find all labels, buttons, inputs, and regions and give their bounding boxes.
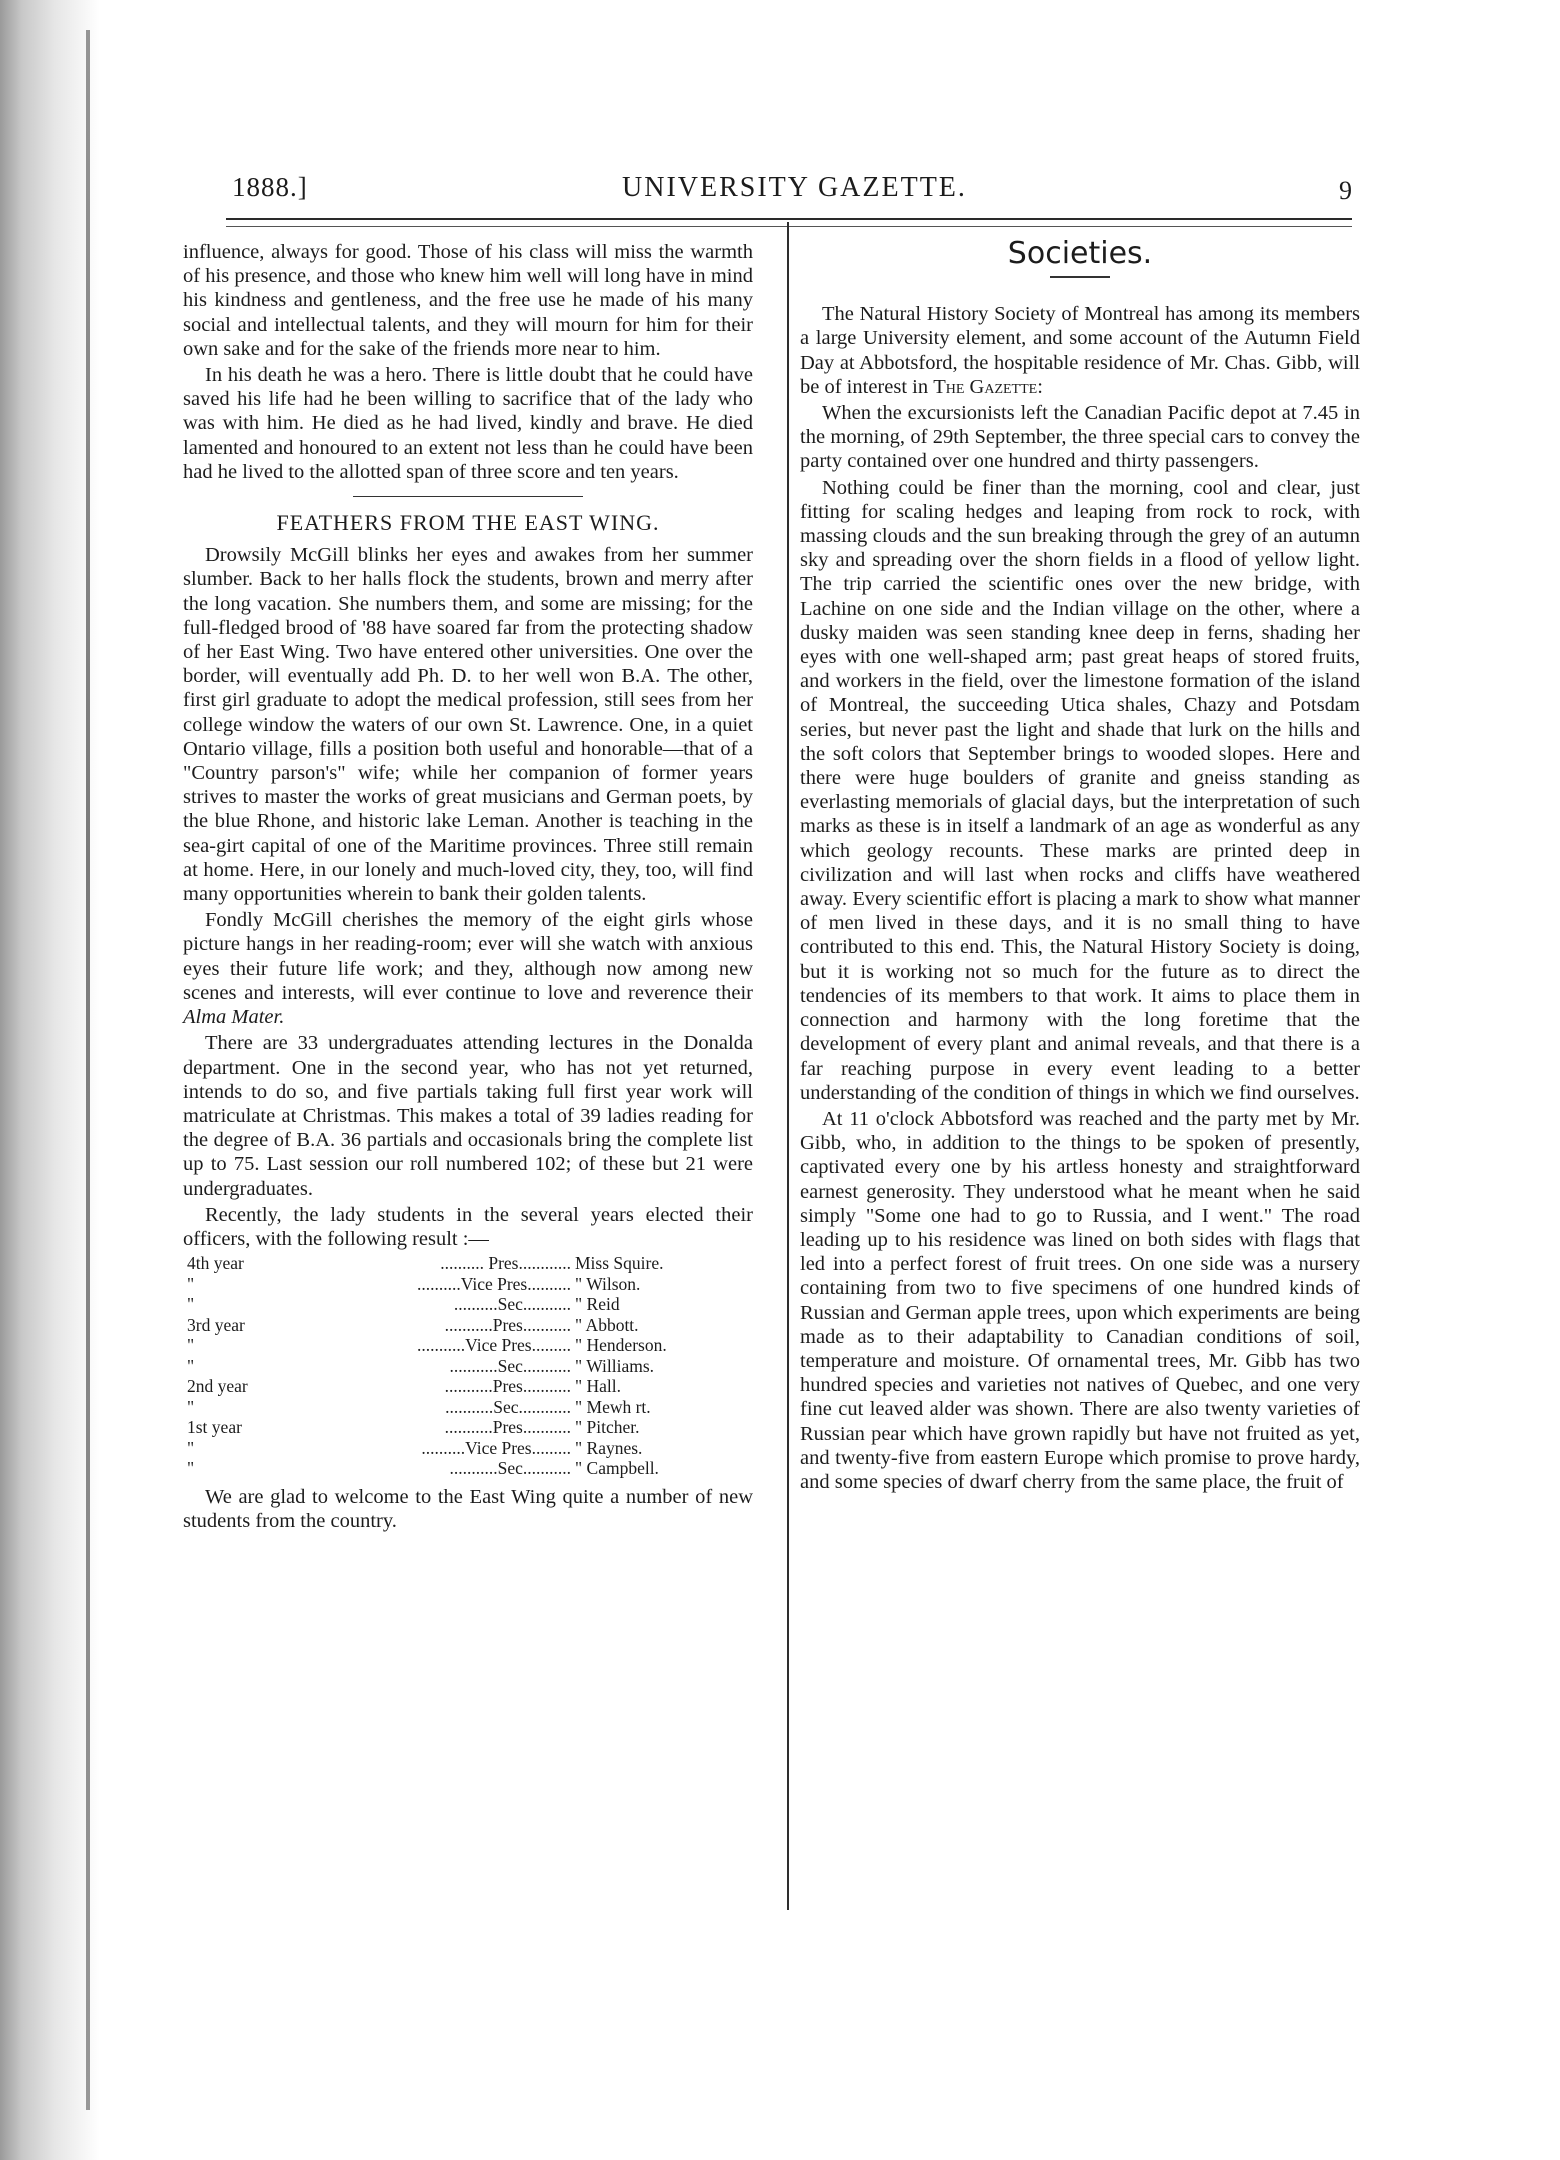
section-heading: FEATHERS FROM THE EAST WING. [276, 510, 660, 536]
officer-office: ..........Vice Pres.......... [417, 1273, 571, 1294]
running-header [230, 172, 1352, 212]
officer-office: ...........Pres........... [444, 1376, 571, 1397]
officer-year: " [187, 1294, 195, 1315]
officer-row [183, 1253, 753, 1274]
book-spine-shadow [0, 0, 100, 2160]
left-column [183, 240, 753, 1533]
paragraph-text: The Natural History Society of Montreal has among its members a large University element, and some account of the Autumn Field Day at Abbotsford, the hospitable residence of Mr. Chas. Gibb, will be of interest in [800, 303, 1360, 398]
officer-row [183, 1458, 753, 1479]
officer-year: " [187, 1335, 195, 1356]
officer-year: " [187, 1437, 195, 1458]
paragraph: We are glad to welcome to the East Wing quite a number of new students from the country. [183, 1485, 753, 1532]
officer-name: " Hall. [575, 1376, 622, 1397]
paragraph: influence, always for good. Those of his class will miss the warmth of his presence, and those who knew him well will long have in mind his kindness and gentleness, and the free use he made of his many social and intellectual talents, and they will mourn for him for their own sake and for the sake of the friends more near to him. [183, 241, 753, 360]
paragraph: When the excursionists left the Canadian Pacific depot at 7.45 in the morning, of 29th September, the three special cars to convey the party contained over one hundred and thirty passengers. [800, 402, 1360, 473]
officer-row [183, 1315, 753, 1336]
officer-year: " [187, 1458, 195, 1479]
officer-office: .......... Pres............ [440, 1253, 571, 1274]
officer-year: 3rd year [187, 1314, 245, 1335]
paragraph: Recently, the lady students in the several years elected their officers, with the following result :— [183, 1203, 753, 1250]
paragraph-text: Fondly McGill cherishes the memory of the eight girls whose picture hangs in her reading-room; ever will she watch with anxious eyes their future life work; and they, although now among new scenes and interests, will ever continue to love and reverence their [183, 909, 753, 1004]
paragraph: At 11 o'clock Abbotsford was reached and the party met by Mr. Gibb, who, in addition to the things to be spoken of presently, captivated every one by his artless honesty and straightforward earnest generosity. They understood what he meant when he said simply "Some one had to go to Russia, and I went." The road leading up to his residence was lined on both sides with flags that led into a perfect forest of fruit trees. On one side was a nursery containing from two to five specimens of one hundred kinds of Russian and German apple trees, upon which experiments are being made as to their adaptability to Canadian conditions of soil, temperature and moisture. Of ornamental trees, Mr. Gibb has two hundred species and varieties not natives of Quebec, and one very fine cut leaved alder was shown. There are also twenty varieties of Russian pear which have grown rapidly but have not fruited as yet, and twenty-five from eastern Europe which promise to prove hardy, and some species of dwarf cherry from the same place, the fruit of [800, 1107, 1360, 1493]
officer-row [183, 1356, 753, 1377]
officer-name: " Mewh rt. [575, 1396, 651, 1417]
header-date: 1888.] [232, 172, 308, 202]
officer-year: " [187, 1355, 195, 1376]
officer-year: 2nd year [187, 1376, 248, 1397]
paragraph [183, 908, 753, 1029]
officer-name: " Williams. [575, 1355, 655, 1376]
section-divider [353, 496, 583, 497]
paragraph: There are 33 undergraduates attending lectures in the Donalda department. One in the second year, who has not yet returned, intends to do so, and five partials taking full first year work will matriculate at Christmas. This makes a total of 39 ladies reading for the degree of B.A. 36 partials and occasionals bring the complete list up to 75. Last session our roll numbered 102; of these but 21 were undergraduates. [183, 1032, 753, 1200]
officer-office: ...........Vice Pres......... [417, 1335, 571, 1356]
header-rule [226, 218, 1352, 220]
paragraph-end: : [1037, 375, 1043, 398]
officer-name: " Raynes. [575, 1437, 643, 1458]
right-column [800, 236, 1360, 1494]
officer-name: " Campbell. [575, 1458, 659, 1479]
gutter-line [86, 30, 90, 2110]
page-number: 9 [1339, 176, 1352, 205]
alma-mater-italic: Alma Mater. [183, 1006, 285, 1029]
officer-row [183, 1438, 753, 1459]
paragraph: In his death he was a hero. There is little doubt that he could have saved his life had he been willing to sacrifice that of the lady who was with him. He died as he had lived, kindly and brave. He died lamented and honoured to an extent not less than he could have been had he lived to the allotted span of three score and ten years. [183, 364, 753, 483]
officer-office: ...........Pres........... [444, 1417, 571, 1438]
officer-year: 1st year [187, 1417, 242, 1438]
gazette-smallcaps: The Gazette [933, 375, 1038, 398]
header-title: UNIVERSITY GAZETTE. [622, 172, 967, 203]
officer-row [183, 1335, 753, 1356]
officer-office: ...........Pres........... [444, 1314, 571, 1335]
officer-row [183, 1397, 753, 1418]
societies-rule [1050, 276, 1110, 278]
officer-year: 4th year [187, 1253, 244, 1274]
officer-office: ...........Sec........... [449, 1458, 571, 1479]
officer-office: ...........Sec............ [445, 1396, 571, 1417]
officers-table [183, 1253, 753, 1479]
officer-year: " [187, 1273, 195, 1294]
officer-office: ...........Sec........... [449, 1355, 571, 1376]
officer-row [183, 1294, 753, 1315]
paragraph: Drowsily McGill blinks her eyes and awakes from her summer slumber. Back to her halls flock the students, brown and merry after the long vacation. She numbers them, and some are missing; for the full-fledged brood of '88 have soared far from the protecting shadow of her East Wing. Two have entered other universities. One over the border, will eventually add Ph. D. to her well won B.A. The other, first girl graduate to adopt the medical profession, still sees from her college window the waters of our own St. Lawrence. One, in a quiet Ontario village, fills a position both useful and honorable—that of a "Country parson's" wife; while her companion of former years strives to master the works of great musicians and German poets, by the blue Rhone, and historic lake Leman. Another is teaching in the sea-girt capital of one of the Maritime provinces. Three still remain at home. Here, in our lonely and much-loved city, they, too, will find many opportunities wherein to bank their golden talents. [183, 544, 753, 906]
header-rule-thin [226, 226, 1352, 227]
column-divider [787, 222, 789, 1910]
societies-heading: Societies. [1007, 236, 1153, 271]
officer-row [183, 1417, 753, 1438]
officer-name: " Reid [575, 1294, 620, 1315]
paragraph [800, 302, 1360, 399]
officer-row [183, 1274, 753, 1295]
officer-name: " Pitcher. [575, 1417, 640, 1438]
officer-office: ..........Sec........... [453, 1294, 571, 1315]
officer-office: ..........Vice Pres......... [421, 1437, 571, 1458]
officer-year: " [187, 1396, 195, 1417]
officer-name: " Wilson. [575, 1273, 641, 1294]
paragraph: Nothing could be finer than the morning, cool and clear, just fitting for scaling hedges and leaping from rock to rock, with massing clouds and the sun breaking through the grey of an autumn sky and spreading over the shorn fields in a flood of yellow light. The trip carried the scientific ones over the new bridge, with Lachine on one side and the Indian village on the other, where a dusky maiden was seen standing knee deep in ferns, shading her eyes with one well-shaped arm; past great heaps of stored fruits, and workers in the field, over the limestone formation of the island of Montreal, the succeeding Utica shales, Chazy and Potsdam series, but never past the light and shade that lurk on the hills and the soft colors that September brings to wooded slopes. Here and there were huge boulders of granite and gneiss standing as everlasting memorials of glacial days, but the interpretation of such marks as these is in itself a landmark of an age as wonderful as any which geology recounts. These marks are printed deep in civilization and will last when rocks and cliffs have weathered away. Every scientific effort is placing a mark to show what manner of men lived in these days, and it is no small thing to have contributed to this end. This, the Natural History Society is doing, but it is working not so much for the future as to direct the tendencies of its members to that work. It aims to place them in connection and harmony with the long foretime that the development of every plant and animal reveals, and that there is a far reaching purpose in every event leading to a better understanding of the condition of things in which we find ourselves. [800, 476, 1360, 1104]
officer-name: " Henderson. [575, 1335, 667, 1356]
officer-name: " Abbott. [575, 1314, 639, 1335]
officer-name: Miss Squire. [575, 1253, 664, 1274]
officer-row [183, 1376, 753, 1397]
